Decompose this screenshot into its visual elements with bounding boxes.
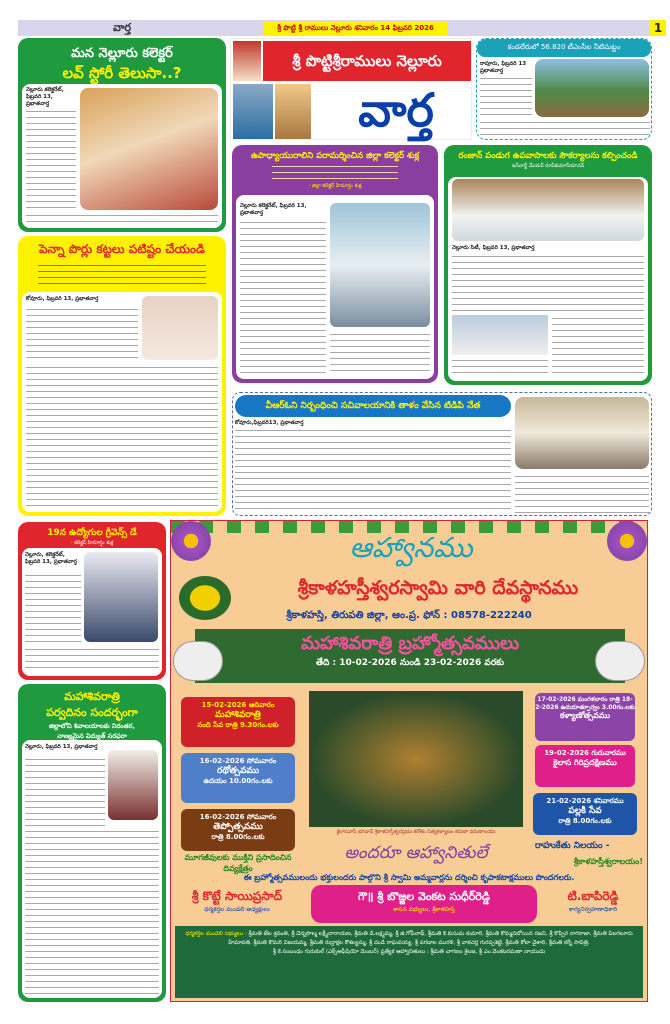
story-title: వీఆర్‌ఓని నిర్బంధించి సచివాలయానికి తాళం వేసిన టిడిపి నేత	[235, 395, 511, 417]
panel	[330, 331, 430, 375]
story-title: పెన్నా పొర్లు కట్టలు పటిష్టం చేయండి	[39, 242, 205, 256]
chairman	[177, 889, 297, 914]
nandi-icon	[595, 641, 645, 681]
story-penna	[18, 236, 226, 516]
text: మహాశివరాత్రి	[215, 710, 261, 720]
flower-decoration	[607, 521, 647, 561]
panel	[25, 756, 105, 826]
temple-address: శ్రీకాళహస్తి, తిరుపతి జిల్లా, ఆం.ప్ర. ఫోన్ : 08578-222240	[286, 610, 532, 621]
trustees-list: శ్రీమతి జేల శ్రవంతి, శ్రీ చెన్నపొల్మ లక్ష్మీనారాయణ, శ్రీమతి డి.లక్ష్మమ్మ, శ్రీ జి.గోపీనాథ్, శ్రీమతి కె.కుసుమ కుమారి, శ్రీమతి కొమ్మనబోయిన రజని, శ్రీ కొప్పిర నాగరాజా, శ్రీమతి పిలగలూరు హేమావతి, శ్రీమతి కొమరి విజయమ్మ, శ్రీమతి రుద్రాక్షల కౌశల్యమ్మ, శ్రీ దండి రాఘవయ్య, శ్రీ పగడాల మురళి, శ్రీ వాకచర్ల గురప్పశెట్టి, శ్రీమతి కోలా వైశాలి, శ్రీమతి కర్నే సావిత్రి,	[228, 931, 633, 946]
story-title: ఉపాధ్యాయురాలిని పరామర్శించిన జిల్లా కలెక్టర్ శుక్ల	[250, 151, 420, 161]
all-welcome-slogan: అందరూ ఆహ్వానితులే	[344, 843, 488, 863]
header-brand: వార్త	[113, 21, 132, 34]
temple-gopuram-photo	[275, 84, 311, 139]
dateline: రాపూరు, ఫిబ్రవరి 13 ప్రభాతవార్త	[480, 61, 527, 74]
panel	[236, 195, 434, 379]
story-tdp	[232, 392, 652, 516]
text: కైలాస గిరిప్రదక్షిణము	[553, 758, 617, 767]
story-body	[452, 253, 644, 313]
story-body	[26, 364, 218, 508]
right-tagline: రాహుకేతు నిలయం -	[535, 841, 610, 851]
story-body	[26, 108, 76, 208]
text: గౌ॥ శ్రీ బొజ్జల వెంకట సుధీర్‌రెడ్డి	[358, 890, 490, 903]
text: టి.బాపిరెడ్డి	[567, 889, 619, 903]
text: 15-02-2026 ఆదివారం	[201, 701, 275, 709]
text: పల్లకి సేవ	[568, 806, 602, 816]
executive-officer	[541, 889, 645, 914]
story-ramzan	[444, 145, 652, 385]
blessing-text: ఈ బ్రహ్మోత్సవములందు భక్తులందరు పాల్గొని శ్రీ స్వామి అమ్మవార్లను దర్శించి కృపాకటాక్షములు పొందగలరు.	[243, 873, 575, 882]
byline: - కలెక్టర్ హిమాన్షు శుక్ల	[70, 540, 114, 546]
official-photo	[108, 750, 158, 820]
nandi-icon	[173, 641, 223, 681]
panel	[22, 84, 222, 228]
story-kandaleru	[476, 38, 652, 140]
flower-decoration	[171, 521, 211, 561]
photo-caption: కైలాసవాసీ భగవాన్ శ్రీకాళహస్తీశ్వరప్రభుః కరోతు నిత్యకళ్యాణం కరుణా వరుణాలయః	[336, 829, 496, 835]
panel	[480, 75, 532, 117]
panel	[22, 548, 162, 676]
story-grievance	[18, 522, 166, 680]
panel	[452, 357, 548, 377]
invitation-heading: ఆహ్వానము	[349, 531, 473, 564]
dateline: నెల్లూరు, కలెక్టరేట్, ఫిబ్రవరి 13, ప్రభాతవార్త	[25, 552, 77, 565]
header-dateline: శ్రీ పొట్టి శ్రీ రాములు నెల్లూరు శనివారం 14 ఫిబ్రవరి 2026	[263, 21, 448, 35]
event-card	[535, 745, 635, 787]
reservoir-photo	[535, 59, 649, 117]
festival-title: మహాశివరాత్రి బ్రహ్మోత్సవములు	[300, 633, 520, 654]
story-collector	[18, 38, 226, 232]
story-body	[25, 828, 159, 994]
story-subtitle: జిల్లాలోని శివాలయాలకు నిరంతర,	[49, 722, 135, 730]
story-power	[18, 684, 166, 1002]
event-card	[181, 697, 295, 747]
story-body	[480, 119, 650, 137]
masthead-title: వార్త	[358, 83, 434, 137]
text: కార్యనిర్వహణాధికారి	[568, 906, 618, 913]
deity-photo	[309, 691, 523, 827]
event-card	[181, 809, 295, 851]
secretariat-photo	[515, 397, 649, 469]
story-body	[240, 219, 326, 375]
story-title: పర్వదినం సందర్భంగా	[46, 706, 138, 719]
story-title: కండలేరులో 56.820 టీఎంసీల నీటిమట్టం	[477, 39, 651, 57]
mla-badge	[311, 885, 537, 923]
dateline: నెల్లూరు కలెక్టరేట్, ఫిబ్రవరి 13, ప్రభాతవార్త	[240, 203, 307, 216]
story-teacher	[232, 145, 438, 383]
text: 16-02-2026 సోమవారం	[199, 813, 277, 821]
text: 17-02-2026 మంగళవారం రాత్రి 18-2-2026 ఉదయాత్పూర్వం 3.00గం.లకు	[535, 696, 635, 711]
text: ధర్మకర్తల మండలి అధ్యక్షులు	[204, 906, 270, 913]
panel	[515, 473, 649, 513]
text: రాత్రి 8.00గం.లకు	[211, 833, 265, 841]
trustees-label: ధర్మకర్తల మండలి సభ్యులు :	[185, 931, 247, 937]
left-tagline: మూగజీవులకు ముక్తిని ప్రసాదించిన దివ్యక్షేత్రం	[184, 853, 292, 873]
text: ఉదయం 10.00గం.లకు	[203, 777, 273, 785]
mla-photo	[142, 296, 218, 360]
text: రథోత్సవము	[217, 766, 259, 776]
collector-family-photo	[80, 88, 218, 210]
text: రాత్రి 8.00గం.లకు	[558, 817, 612, 825]
panel	[448, 177, 648, 381]
dateline: నెల్లూరు సిటీ, ఫిబ్రవరి 13, ప్రభాతవార్త	[452, 245, 535, 251]
story-title: 19న ఉద్యోగుల గ్రీవెన్స్ డే	[47, 528, 137, 538]
panel	[25, 572, 81, 644]
panel	[38, 262, 206, 286]
event-card	[533, 793, 637, 835]
festival-banner	[195, 629, 625, 683]
hospital-photo	[330, 203, 430, 327]
story-body	[25, 646, 159, 672]
panel	[22, 292, 222, 512]
collector-photo	[84, 552, 158, 642]
text: 16-02-2026 సోమవారం	[199, 757, 277, 765]
panel	[272, 163, 398, 183]
panel	[26, 212, 218, 224]
byline: ఇన్‌చార్జ్ మేయర్ రూప్‌కుమార్‌యాదవ్	[511, 163, 585, 169]
page-number: 1	[650, 20, 666, 36]
event-card	[181, 753, 295, 803]
trustee-board	[175, 926, 643, 998]
masthead-banner: శ్రీ పొట్టిశ్రీరాములు నెల్లూరు	[263, 41, 471, 81]
dateline: నెల్లూరు కలెక్టరేట్, ఫిబ్రవరి 13, ప్రభాతవార్త	[26, 87, 64, 107]
masthead	[230, 38, 472, 140]
founder-portrait	[233, 41, 261, 81]
story-title: మహాశివరాత్రి	[64, 690, 120, 703]
story-body	[235, 427, 511, 513]
temple-advertisement	[170, 520, 648, 1002]
text: శ్రీ కొట్టే సాయిప్రసాద్	[191, 889, 283, 903]
panel	[26, 306, 138, 362]
meeting-photo	[452, 179, 644, 241]
panel	[22, 740, 162, 998]
text: 21-02-2026 శనివారము	[546, 797, 624, 805]
story-subtitle: నాణ్యమైన విద్యుత్ సరఫరా	[57, 732, 127, 740]
temple-name: శ్రీకాళహస్తీశ్వరస్వామి వారి దేవస్థానము	[297, 577, 579, 599]
officials-photo	[452, 315, 548, 355]
story-title: లవ్ స్టోరీ తెలుసా..?	[62, 64, 182, 82]
text: 19-02-2026 గురువారము	[544, 749, 626, 757]
dateline: నెల్లూరు, ఫిబ్రవరి 13, ప్రభాతవార్త	[25, 744, 98, 750]
text: కళ్యాణోత్సవము	[560, 711, 610, 720]
bridge-photo	[233, 84, 273, 139]
right-tagline: శ్రీకాళహస్తీశ్వరాలయం!	[573, 857, 643, 866]
byline: - జిల్లా కలెక్టర్ హిమాన్షు శుక్ల	[308, 183, 362, 189]
story-title: మన నెల్లూరు కలెక్టర్	[71, 46, 173, 61]
trustees-list-special: శ్రీ కె.సంబంధం గురుకుల్ (ఎక్స్‌అఫీషియో మెంబర్) ప్రత్యేక ఆహ్వానితులు : శ్రీమతి చాగణం శైలజ, శ్రీ ఎం.వెంకటరమణా నాయుడు	[272, 949, 546, 955]
text: తెప్పోత్సవము	[213, 822, 263, 832]
page-header	[18, 20, 666, 36]
dateline: కోవూరు,ఫిబ్రవరి13, ప్రభాతవార్త	[235, 420, 304, 426]
panel	[552, 315, 644, 377]
dateline: కోవూరు, ఫిబ్రవరి 13, ప్రభాతవార్త	[26, 296, 99, 302]
event-card	[535, 693, 635, 741]
text: నంది సేవ రాత్రి 9.30గం.లకు	[197, 721, 279, 729]
story-title: రంజాన్ పండుగ ఉపవాసాలకు సౌకర్యాలను కల్పించండి	[458, 151, 638, 161]
text: శాసన సభ్యులు, శ్రీకాళహస్తి	[393, 906, 455, 913]
festival-dates: తేది : 10-02-2026 నుండి 23-02-2026 వరకు	[316, 658, 504, 668]
